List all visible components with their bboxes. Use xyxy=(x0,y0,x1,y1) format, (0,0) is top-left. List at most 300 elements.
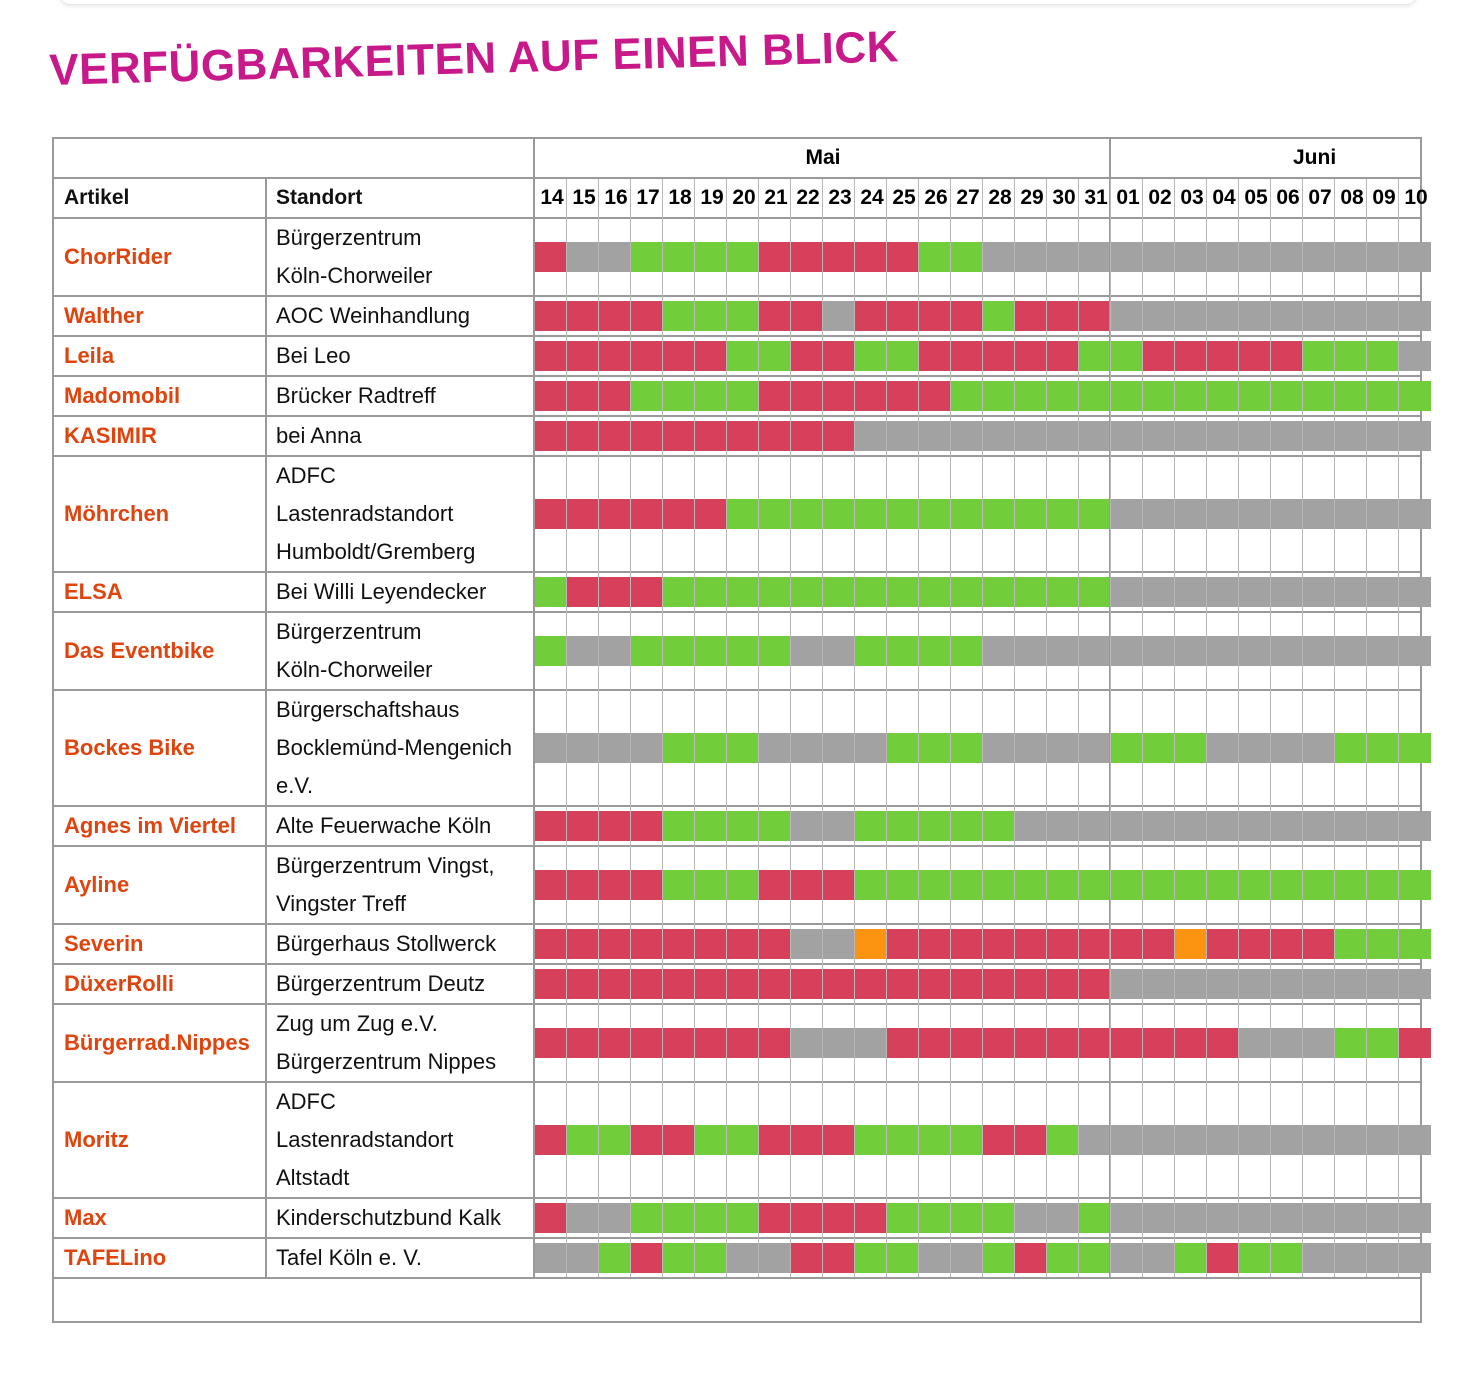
availability-cell xyxy=(631,242,663,272)
availability-cell xyxy=(791,1125,823,1155)
availability-cell xyxy=(567,421,599,451)
availability-cell xyxy=(1303,929,1335,959)
availability-cell xyxy=(1239,1203,1271,1233)
availability-cell xyxy=(631,811,663,841)
row-artikel[interactable]: Möhrchen xyxy=(64,501,170,526)
availability-cell xyxy=(695,929,727,959)
availability-cell xyxy=(1271,341,1303,371)
availability-cell xyxy=(535,1125,567,1155)
availability-cell xyxy=(727,341,759,371)
availability-cell xyxy=(855,1125,887,1155)
availability-cell xyxy=(951,421,983,451)
day-header: 31 xyxy=(1084,186,1108,209)
availability-cell xyxy=(1047,733,1079,763)
row-standort: Tafel Köln e. V. xyxy=(276,1245,422,1270)
availability-cell xyxy=(567,1243,599,1273)
row-standort: Bei Willi Leyendecker xyxy=(276,579,487,604)
availability-cell xyxy=(695,636,727,666)
row-artikel[interactable]: Walther xyxy=(64,303,144,328)
availability-cell xyxy=(919,1203,951,1233)
availability-cell xyxy=(1207,929,1239,959)
availability-cell xyxy=(695,381,727,411)
availability-table xyxy=(52,137,1428,1323)
availability-cell xyxy=(599,969,631,999)
availability-cell xyxy=(535,870,567,900)
row-artikel[interactable]: DüxerRolli xyxy=(64,971,175,996)
availability-cell xyxy=(1079,929,1111,959)
grid-line xyxy=(54,1197,1420,1199)
availability-cell xyxy=(631,733,663,763)
availability-cell xyxy=(1335,341,1367,371)
day-header: 16 xyxy=(604,186,628,209)
availability-cell xyxy=(1367,301,1399,331)
availability-cell xyxy=(663,341,695,371)
availability-cell xyxy=(1303,1243,1335,1273)
availability-cell xyxy=(1207,341,1239,371)
row-artikel[interactable]: Max xyxy=(64,1205,107,1230)
availability-cell xyxy=(727,636,759,666)
day-header: 20 xyxy=(732,186,756,209)
availability-cell xyxy=(887,381,919,411)
grid-line xyxy=(1238,179,1239,1277)
availability-cell xyxy=(855,341,887,371)
availability-cell xyxy=(919,1028,951,1058)
availability-cell xyxy=(1143,499,1175,529)
availability-cell xyxy=(1239,421,1271,451)
availability-cell xyxy=(1271,1125,1303,1155)
grid-line xyxy=(54,1003,1420,1005)
row-artikel[interactable]: Das Eventbike xyxy=(64,638,215,663)
availability-cell xyxy=(1015,811,1047,841)
availability-cell xyxy=(1207,421,1239,451)
grid-line xyxy=(694,179,695,1277)
availability-cell xyxy=(951,870,983,900)
col-header-artikel: Artikel xyxy=(64,186,130,209)
availability-cell xyxy=(855,636,887,666)
availability-cell xyxy=(1207,1243,1239,1273)
availability-cell xyxy=(535,811,567,841)
availability-cell xyxy=(1335,969,1367,999)
availability-cell xyxy=(983,733,1015,763)
availability-cell xyxy=(1175,1125,1207,1155)
availability-cell xyxy=(1239,733,1271,763)
availability-cell xyxy=(1239,499,1271,529)
availability-cell xyxy=(1399,242,1431,272)
availability-cell xyxy=(1015,1243,1047,1273)
availability-cell xyxy=(791,242,823,272)
availability-cell xyxy=(695,341,727,371)
grid-line xyxy=(662,179,663,1277)
availability-cell xyxy=(1239,301,1271,331)
availability-cell xyxy=(855,733,887,763)
availability-cell xyxy=(823,636,855,666)
row-artikel[interactable]: Ayline xyxy=(64,872,130,897)
availability-cell xyxy=(1367,499,1399,529)
availability-cell xyxy=(759,341,791,371)
availability-cell xyxy=(1111,870,1143,900)
availability-cell xyxy=(695,870,727,900)
availability-cell xyxy=(1335,811,1367,841)
availability-cell xyxy=(1207,811,1239,841)
availability-cell xyxy=(1079,242,1111,272)
availability-cell xyxy=(631,577,663,607)
row-artikel[interactable]: ELSA xyxy=(64,579,123,604)
availability-cell xyxy=(695,301,727,331)
day-header: 04 xyxy=(1212,186,1236,209)
grid-line xyxy=(54,1081,1420,1083)
grid-line xyxy=(54,611,1420,613)
availability-cell xyxy=(855,577,887,607)
availability-cell xyxy=(1367,1203,1399,1233)
availability-cell xyxy=(631,1243,663,1273)
availability-cell xyxy=(951,341,983,371)
availability-cell xyxy=(855,969,887,999)
day-header: 19 xyxy=(700,186,724,209)
availability-cell xyxy=(1271,242,1303,272)
availability-cell xyxy=(631,1125,663,1155)
grid-line xyxy=(630,179,631,1277)
availability-cell xyxy=(1207,1203,1239,1233)
availability-cell xyxy=(919,811,951,841)
availability-cell xyxy=(695,811,727,841)
availability-cell xyxy=(1303,341,1335,371)
availability-cell xyxy=(1047,301,1079,331)
availability-cell xyxy=(599,242,631,272)
availability-cell xyxy=(1047,381,1079,411)
availability-cell xyxy=(1143,381,1175,411)
availability-cell xyxy=(855,1243,887,1273)
availability-cell xyxy=(855,929,887,959)
grid-line xyxy=(54,217,1420,219)
availability-cell xyxy=(1239,870,1271,900)
availability-cell xyxy=(1399,301,1431,331)
availability-cell xyxy=(759,1028,791,1058)
availability-cell xyxy=(823,242,855,272)
row-artikel[interactable]: KASIMIR xyxy=(64,423,157,448)
availability-cell xyxy=(823,1125,855,1155)
row-artikel[interactable]: ChorRider xyxy=(64,244,172,269)
availability-cell xyxy=(1079,301,1111,331)
grid-line xyxy=(1142,179,1143,1277)
availability-cell xyxy=(855,811,887,841)
availability-cell xyxy=(1335,499,1367,529)
grid-line xyxy=(54,963,1420,965)
row-artikel[interactable]: Madomobil xyxy=(64,383,181,408)
day-header: 22 xyxy=(796,186,820,209)
availability-cell xyxy=(823,870,855,900)
grid-line xyxy=(265,179,267,1277)
availability-cell xyxy=(855,499,887,529)
availability-cell xyxy=(567,499,599,529)
availability-cell xyxy=(1303,577,1335,607)
row-standort: Bei Leo xyxy=(276,343,351,368)
availability-cell xyxy=(1047,577,1079,607)
availability-cell xyxy=(759,421,791,451)
day-header: 10 xyxy=(1404,186,1428,209)
availability-cell xyxy=(1047,969,1079,999)
availability-cell xyxy=(1271,1203,1303,1233)
availability-cell xyxy=(1207,870,1239,900)
availability-cell xyxy=(1367,1243,1399,1273)
availability-cell xyxy=(535,341,567,371)
availability-cell xyxy=(1399,969,1431,999)
availability-cell xyxy=(1111,1125,1143,1155)
availability-cell xyxy=(1399,1243,1431,1273)
availability-cell xyxy=(567,636,599,666)
availability-cell xyxy=(983,636,1015,666)
availability-cell xyxy=(1367,870,1399,900)
availability-cell xyxy=(1079,1243,1111,1273)
availability-cell xyxy=(1303,733,1335,763)
availability-cell xyxy=(1399,929,1431,959)
availability-cell xyxy=(1399,577,1431,607)
row-standort: Altstadt xyxy=(276,1165,350,1190)
row-artikel[interactable]: Agnes im Viertel xyxy=(64,813,236,838)
availability-cell xyxy=(1367,421,1399,451)
availability-cell xyxy=(599,636,631,666)
availability-cell xyxy=(823,1028,855,1058)
availability-cell xyxy=(695,1203,727,1233)
row-standort: Lastenradstandort xyxy=(276,501,454,526)
availability-cell xyxy=(951,733,983,763)
availability-cell xyxy=(727,421,759,451)
row-standort: Zug um Zug e.V. xyxy=(276,1011,438,1036)
availability-cell xyxy=(1399,1125,1431,1155)
availability-cell xyxy=(887,870,919,900)
grid-line xyxy=(533,139,535,1277)
availability-cell xyxy=(1271,929,1303,959)
availability-cell xyxy=(599,1203,631,1233)
availability-cell xyxy=(1239,811,1271,841)
availability-cell xyxy=(663,870,695,900)
availability-cell xyxy=(1111,733,1143,763)
availability-cell xyxy=(631,929,663,959)
availability-cell xyxy=(1111,1028,1143,1058)
availability-cell xyxy=(631,301,663,331)
availability-cell xyxy=(1399,733,1431,763)
availability-cell xyxy=(695,969,727,999)
availability-cell xyxy=(567,929,599,959)
availability-cell xyxy=(1399,811,1431,841)
availability-cell xyxy=(1335,929,1367,959)
availability-cell xyxy=(1303,242,1335,272)
grid-line xyxy=(1206,179,1207,1277)
availability-cell xyxy=(887,1125,919,1155)
availability-cell xyxy=(1175,733,1207,763)
availability-cell xyxy=(1111,301,1143,331)
row-artikel[interactable]: Leila xyxy=(64,343,115,368)
availability-cell xyxy=(1111,1243,1143,1273)
day-header: 09 xyxy=(1372,186,1396,209)
availability-cell xyxy=(727,1203,759,1233)
availability-cell xyxy=(1367,1028,1399,1058)
availability-cell xyxy=(1047,242,1079,272)
availability-cell xyxy=(1335,636,1367,666)
row-artikel[interactable]: Bürgerrad.Nippes xyxy=(64,1030,250,1055)
grid-line xyxy=(598,179,599,1277)
availability-cell xyxy=(1335,870,1367,900)
availability-cell xyxy=(1399,870,1431,900)
availability-cell xyxy=(855,381,887,411)
availability-cell xyxy=(727,929,759,959)
availability-cell xyxy=(1175,301,1207,331)
availability-cell xyxy=(1079,969,1111,999)
availability-cell xyxy=(567,733,599,763)
availability-cell xyxy=(1143,870,1175,900)
availability-cell xyxy=(1271,381,1303,411)
availability-cell xyxy=(1175,870,1207,900)
availability-cell xyxy=(1143,341,1175,371)
availability-cell xyxy=(1367,811,1399,841)
grid-line xyxy=(566,179,567,1277)
availability-cell xyxy=(727,1243,759,1273)
availability-cell xyxy=(759,811,791,841)
availability-cell xyxy=(823,1243,855,1273)
availability-cell xyxy=(663,1243,695,1273)
availability-cell xyxy=(887,969,919,999)
availability-cell xyxy=(1207,242,1239,272)
availability-cell xyxy=(919,1243,951,1273)
availability-cell xyxy=(727,577,759,607)
grid-line xyxy=(822,179,823,1277)
availability-cell xyxy=(1399,421,1431,451)
row-artikel[interactable]: Moritz xyxy=(64,1127,129,1152)
availability-cell xyxy=(1239,1125,1271,1155)
availability-cell xyxy=(791,636,823,666)
availability-cell xyxy=(1335,1243,1367,1273)
availability-cell xyxy=(1239,1243,1271,1273)
availability-cell xyxy=(1047,341,1079,371)
availability-cell xyxy=(1271,811,1303,841)
row-standort: bei Anna xyxy=(276,423,362,448)
availability-cell xyxy=(1079,421,1111,451)
availability-cell xyxy=(1079,577,1111,607)
availability-cell xyxy=(663,499,695,529)
availability-cell xyxy=(823,499,855,529)
availability-cell xyxy=(599,381,631,411)
availability-cell xyxy=(983,242,1015,272)
availability-cell xyxy=(1143,929,1175,959)
availability-cell xyxy=(1079,733,1111,763)
row-artikel[interactable]: TAFELino xyxy=(64,1245,167,1270)
day-header: 02 xyxy=(1148,186,1172,209)
availability-cell xyxy=(599,733,631,763)
availability-cell xyxy=(695,499,727,529)
availability-cell xyxy=(599,1028,631,1058)
availability-cell xyxy=(599,577,631,607)
availability-cell xyxy=(599,341,631,371)
availability-cell xyxy=(1239,381,1271,411)
row-artikel[interactable]: Severin xyxy=(64,931,144,956)
row-standort: e.V. xyxy=(276,773,314,798)
availability-cell xyxy=(791,301,823,331)
availability-cell xyxy=(887,301,919,331)
availability-cell xyxy=(1143,242,1175,272)
grid-line xyxy=(54,805,1420,807)
day-header: 21 xyxy=(764,186,788,209)
availability-cell xyxy=(1143,301,1175,331)
availability-cell xyxy=(631,1028,663,1058)
availability-cell xyxy=(1399,499,1431,529)
availability-cell xyxy=(759,733,791,763)
availability-cell xyxy=(951,381,983,411)
row-artikel[interactable]: Bockes Bike xyxy=(64,735,195,760)
availability-cell xyxy=(759,577,791,607)
availability-cell xyxy=(1015,242,1047,272)
availability-cell xyxy=(791,1028,823,1058)
row-standort: Bürgerzentrum xyxy=(276,619,422,644)
availability-cell xyxy=(1303,1028,1335,1058)
availability-cell xyxy=(567,1203,599,1233)
availability-cell xyxy=(1079,1028,1111,1058)
availability-cell xyxy=(791,811,823,841)
availability-cell xyxy=(759,636,791,666)
availability-cell xyxy=(599,1243,631,1273)
availability-cell xyxy=(1271,421,1303,451)
day-header: 24 xyxy=(860,186,884,209)
availability-cell xyxy=(1015,1028,1047,1058)
day-header: 23 xyxy=(828,186,852,209)
availability-cell xyxy=(727,499,759,529)
availability-cell xyxy=(823,577,855,607)
availability-cell xyxy=(1335,242,1367,272)
availability-cell xyxy=(951,636,983,666)
availability-cell xyxy=(631,381,663,411)
availability-cell xyxy=(631,341,663,371)
availability-cell xyxy=(759,1125,791,1155)
availability-cell xyxy=(1015,381,1047,411)
grid-line xyxy=(54,177,535,179)
availability-cell xyxy=(1079,1125,1111,1155)
availability-cell xyxy=(727,1028,759,1058)
grid-line xyxy=(1014,179,1015,1277)
availability-cell xyxy=(983,301,1015,331)
availability-cell xyxy=(1335,733,1367,763)
page-title: VERFÜGBARKEITEN AUF EINEN BLICK xyxy=(48,22,900,96)
availability-cell xyxy=(1111,929,1143,959)
row-standort: Bürgerschaftshaus xyxy=(276,697,460,722)
availability-cell xyxy=(727,301,759,331)
availability-cell xyxy=(983,969,1015,999)
availability-cell xyxy=(1015,1125,1047,1155)
availability-cell xyxy=(1015,870,1047,900)
availability-cell xyxy=(983,929,1015,959)
availability-cell xyxy=(983,1028,1015,1058)
availability-cell xyxy=(919,870,951,900)
availability-cell xyxy=(1303,870,1335,900)
availability-cell xyxy=(1175,1243,1207,1273)
day-header: 27 xyxy=(956,186,980,209)
availability-cell xyxy=(1239,577,1271,607)
availability-cell xyxy=(887,1243,919,1273)
availability-cell xyxy=(1143,811,1175,841)
availability-cell xyxy=(823,381,855,411)
availability-cell xyxy=(887,636,919,666)
availability-cell xyxy=(1175,969,1207,999)
day-header: 26 xyxy=(924,186,948,209)
availability-cell xyxy=(599,499,631,529)
availability-cell xyxy=(1015,341,1047,371)
row-standort: Humboldt/Gremberg xyxy=(276,539,476,564)
day-header: 18 xyxy=(668,186,692,209)
availability-cell xyxy=(695,577,727,607)
availability-cell xyxy=(951,1028,983,1058)
availability-cell xyxy=(1367,929,1399,959)
grid-line xyxy=(982,179,983,1277)
availability-cell xyxy=(1239,242,1271,272)
availability-cell xyxy=(1175,811,1207,841)
availability-cell xyxy=(1015,636,1047,666)
